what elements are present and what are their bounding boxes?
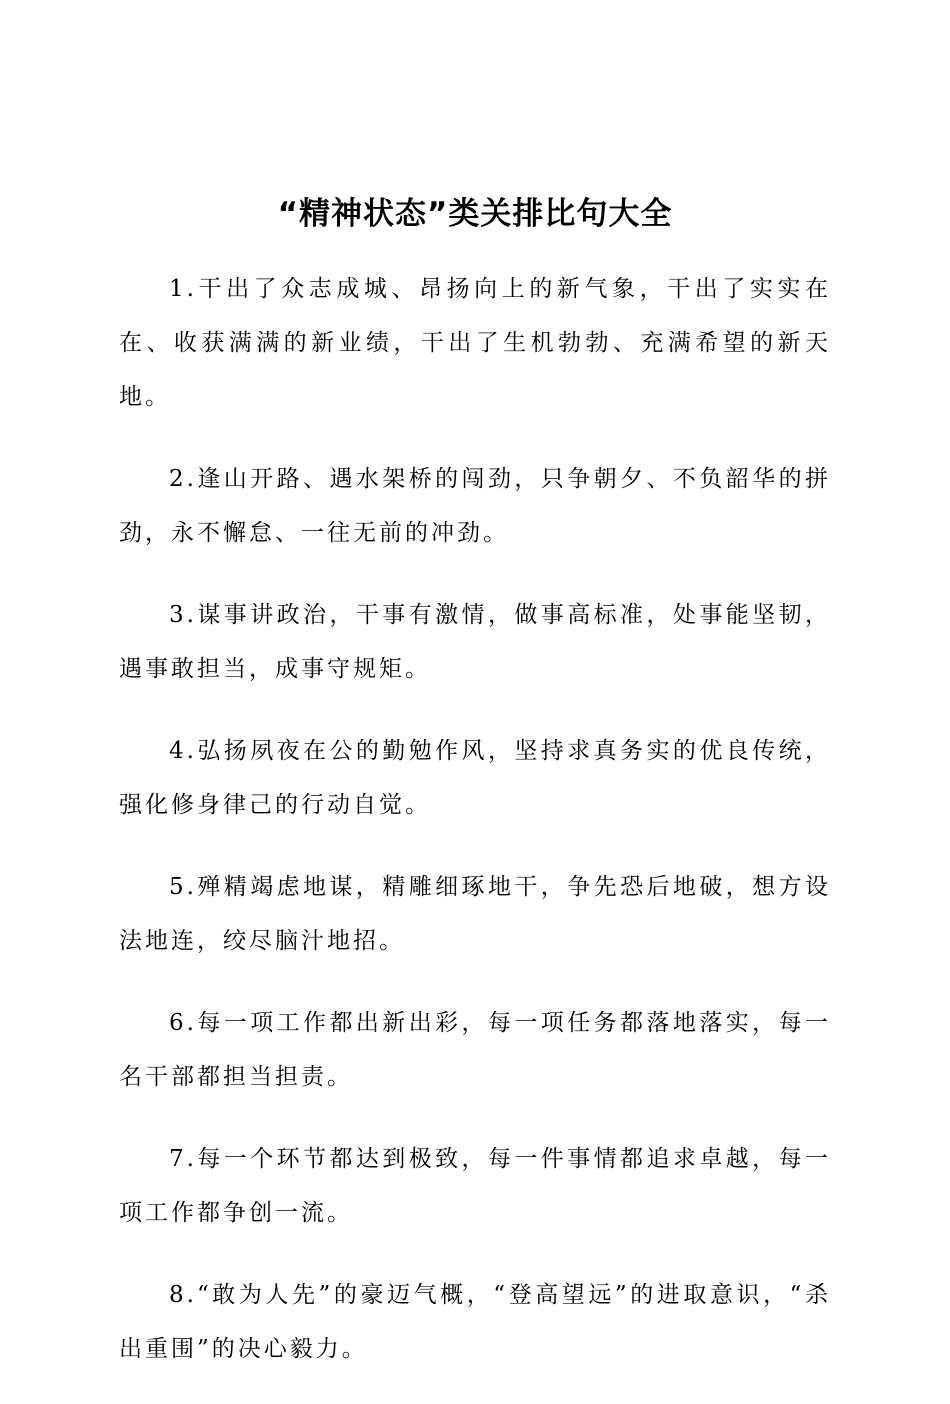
document-body — [119, 262, 831, 1404]
paragraph-4: 4.弘扬夙夜在公的勤勉作风，坚持求真务实的优良传统，强化修身律己的行动自觉。 — [119, 738, 831, 818]
paragraph-3: 3.谋事讲政治，干事有激情，做事高标准，处事能坚韧，遇事敢担当，成事守规矩。 — [119, 602, 831, 682]
paragraph-7: 7.每一个环节都达到极致，每一件事情都追求卓越，每一项工作都争创一流。 — [119, 1146, 831, 1226]
document-title: “精神状态”类关排比句大全 — [277, 196, 673, 232]
paragraph-6: 6.每一项工作都出新出彩，每一项任务都落地落实，每一名干部都担当担责。 — [119, 1010, 831, 1090]
paragraph-8: 8.“敢为人先”的豪迈气概，“登高望远”的进取意识，“杀出重围”的决心毅力。 — [119, 1282, 831, 1362]
paragraph-1: 1.干出了众志成城、昂扬向上的新气象，干出了实实在在、收获满满的新业绩，干出了生机勃勃、充满希望的新天地。 — [119, 276, 831, 410]
paragraph-2: 2.逢山开路、遇水架桥的闯劲，只争朝夕、不负韶华的拼劲，永不懈怠、一往无前的冲劲。 — [119, 466, 831, 546]
paragraph-5: 5.殚精竭虑地谋，精雕细琢地干，争先恐后地破，想方设法地连，绞尽脑汁地招。 — [119, 874, 831, 954]
